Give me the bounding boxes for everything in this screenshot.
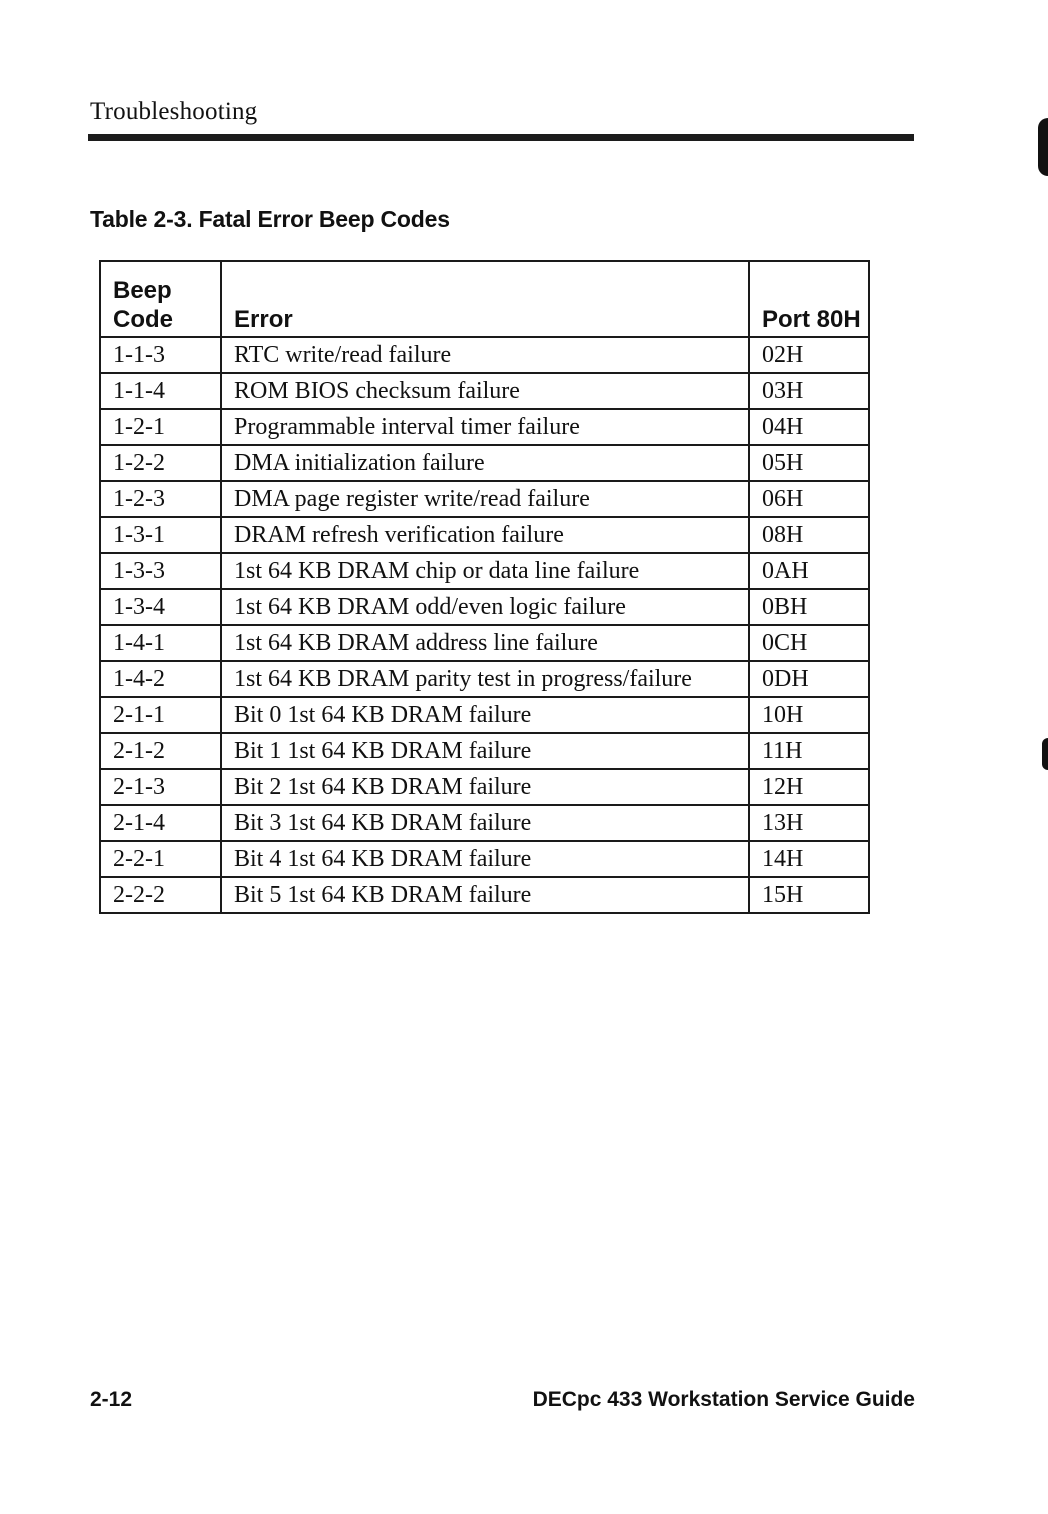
table-row: [100, 625, 869, 661]
cell-error: Bit 4 1st 64 KB DRAM failure: [221, 841, 749, 877]
binding-mark-top: [1038, 118, 1048, 176]
cell-error: Bit 3 1st 64 KB DRAM failure: [221, 805, 749, 841]
cell-error: 1st 64 KB DRAM odd/even logic failure: [221, 589, 749, 625]
cell-error: 1st 64 KB DRAM parity test in progress/failure: [221, 661, 749, 697]
cell-beep-code: 2-1-1: [100, 697, 221, 733]
table-row: [100, 373, 869, 409]
table-row: [100, 769, 869, 805]
table-row: [100, 841, 869, 877]
cell-error: Bit 0 1st 64 KB DRAM failure: [221, 697, 749, 733]
guide-title: DECpc 433 Workstation Service Guide: [532, 1388, 915, 1411]
cell-port: 11H: [749, 733, 869, 769]
cell-beep-code: 2-1-2: [100, 733, 221, 769]
cell-port: 08H: [749, 517, 869, 553]
table-row: [100, 589, 869, 625]
cell-beep-code: 1-3-3: [100, 553, 221, 589]
cell-error: 1st 64 KB DRAM address line failure: [221, 625, 749, 661]
column-header-port: Port 80H: [749, 261, 869, 337]
cell-error: DMA initialization failure: [221, 445, 749, 481]
cell-port: 12H: [749, 769, 869, 805]
cell-port: 04H: [749, 409, 869, 445]
table-row: [100, 553, 869, 589]
beep-code-table: [99, 260, 870, 914]
table-row: [100, 445, 869, 481]
cell-error: DRAM refresh verification failure: [221, 517, 749, 553]
cell-error: ROM BIOS checksum failure: [221, 373, 749, 409]
table-row: [100, 661, 869, 697]
table-row: [100, 409, 869, 445]
cell-port: 0BH: [749, 589, 869, 625]
table-row: [100, 337, 869, 373]
column-header-beep-code: Beep Code: [100, 261, 221, 337]
cell-beep-code: 1-2-3: [100, 481, 221, 517]
cell-beep-code: 1-4-2: [100, 661, 221, 697]
cell-beep-code: 1-2-1: [100, 409, 221, 445]
table-header-row: [100, 261, 869, 337]
cell-port: 02H: [749, 337, 869, 373]
table-row: [100, 481, 869, 517]
cell-port: 14H: [749, 841, 869, 877]
cell-port: 10H: [749, 697, 869, 733]
cell-port: 05H: [749, 445, 869, 481]
table-row: [100, 733, 869, 769]
cell-port: 0AH: [749, 553, 869, 589]
table-row: [100, 877, 869, 913]
table-row: [100, 697, 869, 733]
cell-beep-code: 2-1-3: [100, 769, 221, 805]
cell-error: 1st 64 KB DRAM chip or data line failure: [221, 553, 749, 589]
cell-port: 03H: [749, 373, 869, 409]
cell-error: RTC write/read failure: [221, 337, 749, 373]
cell-error: DMA page register write/read failure: [221, 481, 749, 517]
header-rule: [88, 134, 914, 141]
table-caption: Table 2-3. Fatal Error Beep Codes: [90, 206, 450, 232]
page-number: 2-12: [90, 1388, 133, 1411]
cell-beep-code: 1-2-2: [100, 445, 221, 481]
running-head: Troubleshooting: [90, 98, 258, 125]
cell-beep-code: 1-3-1: [100, 517, 221, 553]
cell-beep-code: 1-1-4: [100, 373, 221, 409]
cell-port: 0DH: [749, 661, 869, 697]
cell-beep-code: 2-1-4: [100, 805, 221, 841]
column-header-error: Error: [221, 261, 749, 337]
cell-beep-code: 1-4-1: [100, 625, 221, 661]
cell-port: 06H: [749, 481, 869, 517]
cell-error: Programmable interval timer failure: [221, 409, 749, 445]
cell-beep-code: 2-2-2: [100, 877, 221, 913]
cell-port: 13H: [749, 805, 869, 841]
cell-beep-code: 2-2-1: [100, 841, 221, 877]
cell-error: Bit 2 1st 64 KB DRAM failure: [221, 769, 749, 805]
table-row: [100, 517, 869, 553]
cell-beep-code: 1-3-4: [100, 589, 221, 625]
cell-port: 0CH: [749, 625, 869, 661]
binding-mark-middle: [1042, 738, 1048, 770]
cell-port: 15H: [749, 877, 869, 913]
table-row: [100, 805, 869, 841]
cell-error: Bit 1 1st 64 KB DRAM failure: [221, 733, 749, 769]
cell-error: Bit 5 1st 64 KB DRAM failure: [221, 877, 749, 913]
cell-beep-code: 1-1-3: [100, 337, 221, 373]
table-body: [100, 337, 869, 913]
